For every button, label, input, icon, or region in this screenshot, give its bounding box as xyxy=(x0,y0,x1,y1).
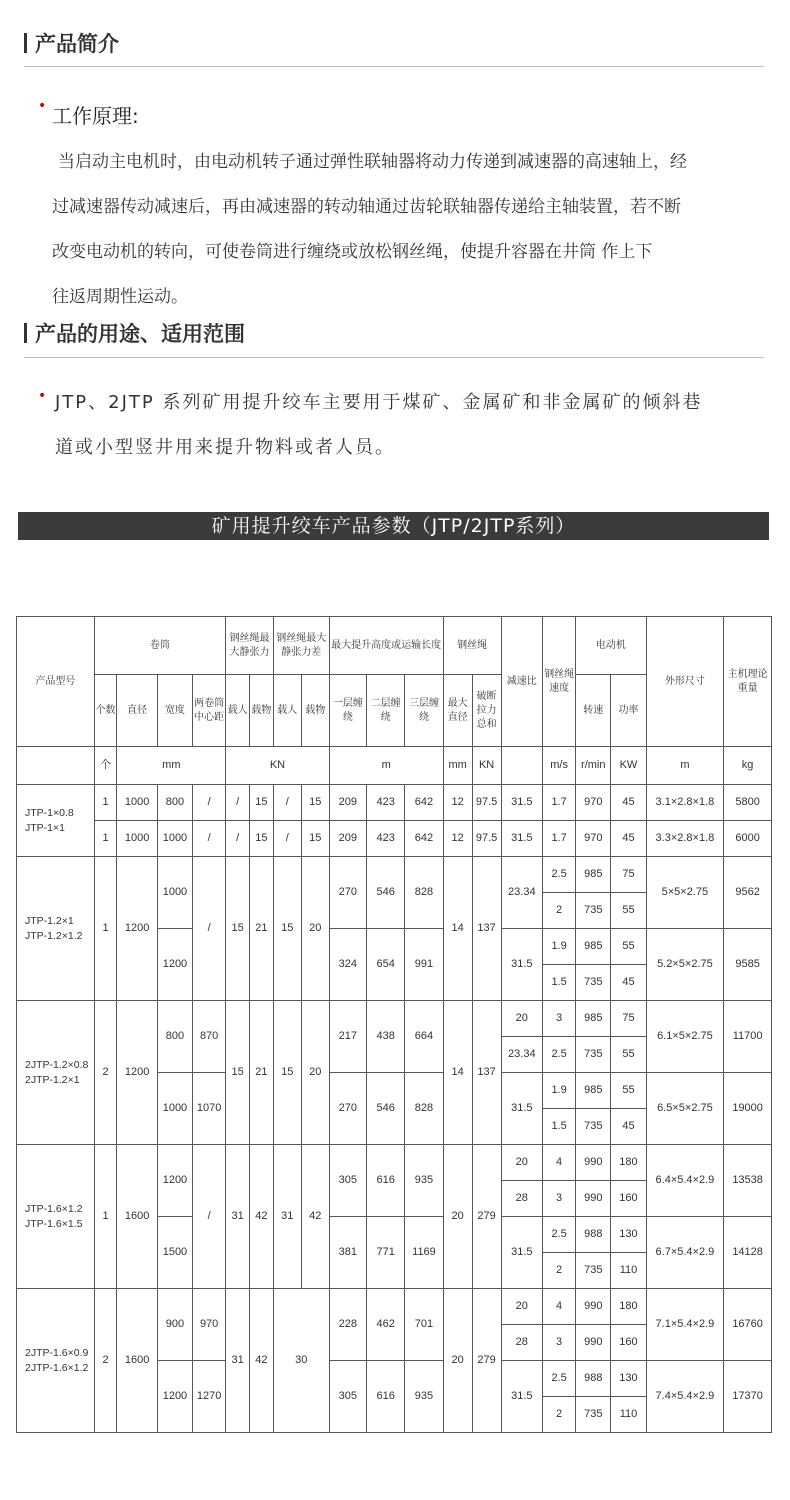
table-cell: 6.5×5×2.75 xyxy=(646,1073,724,1145)
header-rope-diff: 钢丝绳最大静张力差 xyxy=(273,617,329,675)
table-cell: 935 xyxy=(405,1145,443,1217)
table-cell: 1.5 xyxy=(543,965,576,1001)
table-cell: 15 xyxy=(226,857,250,1001)
table-cell: 20 xyxy=(443,1145,472,1289)
header-rope: 钢丝绳 xyxy=(443,617,501,675)
table-cell: 1600 xyxy=(117,1145,157,1289)
header-weight: 主机理论重量 xyxy=(724,617,772,747)
table-cell: 20 xyxy=(301,1001,329,1145)
table-cell: 130 xyxy=(611,1217,646,1253)
params-banner: 矿用提升绞车产品参数（JTP/2JTP系列） xyxy=(18,512,769,540)
table-cell: 990 xyxy=(576,1325,611,1361)
table-cell: 2 xyxy=(543,893,576,929)
heading-bar xyxy=(24,33,27,53)
table-cell: 771 xyxy=(367,1217,405,1289)
table-cell: 985 xyxy=(576,1001,611,1037)
header-rope-force: 破断拉力总和 xyxy=(472,675,501,747)
table-cell: 1169 xyxy=(405,1217,443,1289)
table-cell: 985 xyxy=(576,857,611,893)
paragraph-line: 过减速器传动减速后，再由减速器的转动轴通过齿轮联轴器传递给主轴装置，若不断 xyxy=(52,197,681,217)
header-speed: 钢丝绳速度 xyxy=(543,617,576,747)
heading-bar xyxy=(24,323,27,343)
unit-cell: KW xyxy=(611,747,646,785)
table-cell: 735 xyxy=(576,1037,611,1073)
header-rope-static: 钢丝绳最大静张力 xyxy=(226,617,274,675)
table-cell: 31 xyxy=(226,1145,250,1289)
table-cell: 31.5 xyxy=(501,1073,542,1145)
table-cell: 701 xyxy=(405,1289,443,1361)
table-cell: 1 xyxy=(94,1145,117,1289)
table-cell: 1200 xyxy=(117,857,157,1001)
table-cell: 735 xyxy=(576,1109,611,1145)
table-cell: 1200 xyxy=(157,929,192,1001)
table-cell: 2 xyxy=(543,1253,576,1289)
table-cell: 217 xyxy=(329,1001,366,1073)
header-person: 载人 xyxy=(226,675,250,747)
usage-paragraph xyxy=(55,380,775,470)
model-cell: JTP-1.2×1 JTP-1.2×1.2 xyxy=(17,857,95,1001)
table-cell: / xyxy=(273,785,301,821)
header-motor: 电动机 xyxy=(576,617,646,675)
table-cell: 4 xyxy=(543,1289,576,1325)
table-cell: 28 xyxy=(501,1181,542,1217)
model-cell: 2JTP-1.6×0.9 2JTP-1.6×1.2 xyxy=(17,1289,95,1433)
table-cell: 45 xyxy=(611,821,646,857)
table-cell: 1000 xyxy=(157,857,192,929)
table-row xyxy=(17,1145,772,1181)
table-cell: 15 xyxy=(250,821,274,857)
table-cell: 16760 xyxy=(724,1289,772,1361)
table-cell: 735 xyxy=(576,965,611,1001)
table-cell: 664 xyxy=(405,1001,443,1073)
table-cell: 15 xyxy=(226,1001,250,1145)
table-cell: 3.1×2.8×1.8 xyxy=(646,785,724,821)
table-cell: 1200 xyxy=(157,1361,192,1433)
unit-cell: mm xyxy=(117,747,226,785)
table-cell: 970 xyxy=(576,785,611,821)
table-cell: 324 xyxy=(329,929,366,1001)
table-cell: / xyxy=(193,857,226,1001)
divider xyxy=(24,66,764,67)
table-cell: 546 xyxy=(367,1073,405,1145)
table-cell: 1600 xyxy=(117,1289,157,1433)
table-cell: 279 xyxy=(472,1145,501,1289)
table-cell: 1000 xyxy=(117,785,157,821)
table-cell: 23.34 xyxy=(501,1037,542,1073)
table-cell: 985 xyxy=(576,1073,611,1109)
table-cell: 870 xyxy=(193,1001,226,1073)
table-row xyxy=(17,821,772,857)
table-cell: 31.5 xyxy=(501,821,542,857)
header-lift: 最大提升高度或运输长度 xyxy=(329,617,443,675)
table-cell: 110 xyxy=(611,1397,646,1433)
table-cell: 1 xyxy=(94,857,117,1001)
principle-paragraph xyxy=(52,140,772,320)
table-cell: 31.5 xyxy=(501,929,542,1001)
table-cell: 5.2×5×2.75 xyxy=(646,929,724,1001)
header-center: 两卷筒中心距 xyxy=(193,675,226,747)
paragraph-line: 道或小型竖井用来提升物料或者人员。 xyxy=(55,437,395,458)
paragraph-line: 往返周期性运动。 xyxy=(52,287,188,307)
table-cell: 270 xyxy=(329,1073,366,1145)
table-cell: 45 xyxy=(611,965,646,1001)
table-cell: 45 xyxy=(611,785,646,821)
table-cell: / xyxy=(226,821,250,857)
table-cell: 42 xyxy=(301,1145,329,1289)
table-cell: 12 xyxy=(443,821,472,857)
table-cell: 270 xyxy=(329,857,366,929)
table-cell: 900 xyxy=(157,1289,192,1361)
table-cell: 97.5 xyxy=(472,821,501,857)
table-cell: 6.7×5.4×2.9 xyxy=(646,1217,724,1289)
section-title: 产品简介 xyxy=(35,32,119,56)
table-cell: 735 xyxy=(576,1397,611,1433)
table-cell: 990 xyxy=(576,1145,611,1181)
unit-cell: m/s xyxy=(543,747,576,785)
table-cell: 160 xyxy=(611,1325,646,1361)
unit-cell: r/min xyxy=(576,747,611,785)
table-cell: 6000 xyxy=(724,821,772,857)
table-cell: 31.5 xyxy=(501,785,542,821)
table-cell: 137 xyxy=(472,1001,501,1145)
unit-cell: kg xyxy=(724,747,772,785)
unit-cell xyxy=(17,747,95,785)
table-cell: 15 xyxy=(301,821,329,857)
params-table xyxy=(16,616,772,1433)
table-cell: 800 xyxy=(157,785,192,821)
header-diameter: 直径 xyxy=(117,675,157,747)
table-cell: 6.1×5×2.75 xyxy=(646,1001,724,1073)
paragraph-line: JTP、2JTP 系列矿用提升绞车主要用于煤矿、金属矿和非金属矿的倾斜巷 xyxy=(55,392,703,413)
table-cell: 1270 xyxy=(193,1361,226,1433)
table-cell: 21 xyxy=(250,857,274,1001)
table-cell: 9562 xyxy=(724,857,772,929)
unit-cell: m xyxy=(329,747,443,785)
table-cell: / xyxy=(226,785,250,821)
table-cell: 616 xyxy=(367,1361,405,1433)
table-cell: 1000 xyxy=(157,1073,192,1145)
table-cell: 14128 xyxy=(724,1217,772,1289)
header-model: 产品型号 xyxy=(17,617,95,747)
table-cell: 990 xyxy=(576,1289,611,1325)
table-cell: 381 xyxy=(329,1217,366,1289)
table-cell: 2 xyxy=(543,1397,576,1433)
table-cell: 97.5 xyxy=(472,785,501,821)
table-cell: 1200 xyxy=(157,1145,192,1217)
table-cell: 970 xyxy=(193,1289,226,1361)
unit-cell: KN xyxy=(226,747,330,785)
table-cell: 15 xyxy=(301,785,329,821)
table-cell: 20 xyxy=(501,1289,542,1325)
table-cell: 4 xyxy=(543,1145,576,1181)
table-cell: 20 xyxy=(443,1289,472,1433)
table-cell: 3 xyxy=(543,1001,576,1037)
table-cell: 180 xyxy=(611,1145,646,1181)
table-cell: 279 xyxy=(472,1289,501,1433)
table-cell: 180 xyxy=(611,1289,646,1325)
unit-cell: m xyxy=(646,747,724,785)
table-cell: 1.9 xyxy=(543,1073,576,1109)
table-cell: 642 xyxy=(405,821,443,857)
model-cell: JTP-1×0.8 JTP-1×1 xyxy=(17,785,95,857)
table-cell: 988 xyxy=(576,1361,611,1397)
table-cell: 935 xyxy=(405,1361,443,1433)
table-cell: 228 xyxy=(329,1289,366,1361)
table-cell: 1070 xyxy=(193,1073,226,1145)
table-row xyxy=(17,1001,772,1037)
table-cell: / xyxy=(193,1145,226,1289)
header-person: 载人 xyxy=(273,675,301,747)
table-cell: / xyxy=(273,821,301,857)
table-cell: 137 xyxy=(472,857,501,1001)
table-cell: 2.5 xyxy=(543,1217,576,1253)
divider xyxy=(24,357,764,358)
table-cell: 110 xyxy=(611,1253,646,1289)
table-cell: 2.5 xyxy=(543,1037,576,1073)
table-cell: 21 xyxy=(250,1001,274,1145)
table-row xyxy=(17,1289,772,1325)
table-cell: 3.3×2.8×1.8 xyxy=(646,821,724,857)
table-cell: 2.5 xyxy=(543,857,576,893)
table-cell: 423 xyxy=(367,785,405,821)
table-cell: 1000 xyxy=(117,821,157,857)
table-cell: 75 xyxy=(611,857,646,893)
table-cell: 735 xyxy=(576,893,611,929)
table-cell: 3 xyxy=(543,1325,576,1361)
table-cell: 19000 xyxy=(724,1073,772,1145)
table-cell: 5800 xyxy=(724,785,772,821)
table-cell: 970 xyxy=(576,821,611,857)
header-layer1: 一层缠绕 xyxy=(329,675,366,747)
table-cell: 1.7 xyxy=(543,785,576,821)
table-cell: 15 xyxy=(273,1001,301,1145)
table-cell: 55 xyxy=(611,1073,646,1109)
table-cell: 462 xyxy=(367,1289,405,1361)
table-cell: 6.4×5.4×2.9 xyxy=(646,1145,724,1217)
table-cell: 985 xyxy=(576,929,611,965)
paragraph-line: 当启动主电机时，由电动机转子通过弹性联轴器将动力传递到减速器的高速轴上，经 xyxy=(58,152,687,172)
table-cell: 2 xyxy=(94,1001,117,1145)
table-cell: 31.5 xyxy=(501,1361,542,1433)
table-cell: 988 xyxy=(576,1217,611,1253)
table-cell: 7.4×5.4×2.9 xyxy=(646,1361,724,1433)
table-cell: 15 xyxy=(273,857,301,1001)
table-cell: 1 xyxy=(94,821,117,857)
paragraph-line: 改变电动机的转向，可使卷筒进行缠绕或放松钢丝绳，使提升容器在井筒 作上下 xyxy=(52,242,653,262)
table-cell: 55 xyxy=(611,929,646,965)
table-cell: 75 xyxy=(611,1001,646,1037)
model-cell: JTP-1.6×1.2 JTP-1.6×1.5 xyxy=(17,1145,95,1289)
table-cell: 3 xyxy=(543,1181,576,1217)
table-cell: 12 xyxy=(443,785,472,821)
table-cell: 160 xyxy=(611,1181,646,1217)
header-cargo: 载物 xyxy=(301,675,329,747)
table-cell: 20 xyxy=(501,1001,542,1037)
table-cell: 23.34 xyxy=(501,857,542,929)
header-layer2: 二层缠绕 xyxy=(367,675,405,747)
header-layer3: 三层缠绕 xyxy=(405,675,443,747)
table-cell: 616 xyxy=(367,1145,405,1217)
table-cell: 1200 xyxy=(117,1001,157,1145)
table-cell: 209 xyxy=(329,821,366,857)
table-cell: 17370 xyxy=(724,1361,772,1433)
unit-cell xyxy=(501,747,542,785)
table-cell: 438 xyxy=(367,1001,405,1073)
table-cell: 45 xyxy=(611,1109,646,1145)
header-rpm: 转速 xyxy=(576,675,611,747)
bullet-dot-icon: • xyxy=(38,98,47,114)
table-cell: 5×5×2.75 xyxy=(646,857,724,929)
table-cell: 20 xyxy=(301,857,329,1001)
table-cell: 305 xyxy=(329,1361,366,1433)
table-cell: 2 xyxy=(94,1289,117,1433)
table-cell: 55 xyxy=(611,893,646,929)
table-cell: 31 xyxy=(273,1145,301,1289)
table-cell: 800 xyxy=(157,1001,192,1073)
table-cell: 28 xyxy=(501,1325,542,1361)
table-cell: 13538 xyxy=(724,1145,772,1217)
table-cell: 991 xyxy=(405,929,443,1001)
unit-cell: mm xyxy=(443,747,472,785)
bullet-dot-icon: • xyxy=(38,388,47,404)
table-cell: 9585 xyxy=(724,929,772,1001)
table-cell: 42 xyxy=(250,1289,274,1433)
table-cell: 42 xyxy=(250,1145,274,1289)
table-cell: 15 xyxy=(250,785,274,821)
table-cell: 20 xyxy=(501,1145,542,1181)
table-cell: 1.5 xyxy=(543,1109,576,1145)
section-heading-intro xyxy=(24,28,119,58)
table-cell: 31 xyxy=(226,1289,250,1433)
table-cell: 990 xyxy=(576,1181,611,1217)
header-cargo: 载物 xyxy=(250,675,274,747)
section-heading-usage xyxy=(24,318,245,348)
table-cell: 14 xyxy=(443,1001,472,1145)
header-dims: 外形尺寸 xyxy=(646,617,724,747)
table-cell: 31.5 xyxy=(501,1217,542,1289)
header-width: 宽度 xyxy=(157,675,192,747)
header-rope-dia: 最大直径 xyxy=(443,675,472,747)
table-cell: 11700 xyxy=(724,1001,772,1073)
unit-cell: KN xyxy=(472,747,501,785)
table-row xyxy=(17,785,772,821)
table-cell: 1 xyxy=(94,785,117,821)
table-cell: 654 xyxy=(367,929,405,1001)
table-cell: 828 xyxy=(405,857,443,929)
table-cell: 2.5 xyxy=(543,1361,576,1397)
header-count: 个数 xyxy=(94,675,117,747)
table-cell: 735 xyxy=(576,1253,611,1289)
section-title: 产品的用途、适用范围 xyxy=(35,322,245,346)
table-row xyxy=(17,857,772,893)
model-cell: 2JTP-1.2×0.8 2JTP-1.2×1 xyxy=(17,1001,95,1145)
table-cell: 423 xyxy=(367,821,405,857)
table-cell: 828 xyxy=(405,1073,443,1145)
table-cell: 14 xyxy=(443,857,472,1001)
table-cell: 130 xyxy=(611,1361,646,1397)
header-ratio: 减速比 xyxy=(501,617,542,747)
table-cell: 30 xyxy=(273,1289,329,1433)
table-cell: 7.1×5.4×2.9 xyxy=(646,1289,724,1361)
table-cell: 305 xyxy=(329,1145,366,1217)
unit-cell: 个 xyxy=(94,747,117,785)
table-cell: 55 xyxy=(611,1037,646,1073)
table-cell: / xyxy=(193,785,226,821)
table-cell: 1000 xyxy=(157,821,192,857)
header-drum: 卷筒 xyxy=(94,617,226,675)
table-cell: / xyxy=(193,821,226,857)
header-power: 功率 xyxy=(611,675,646,747)
table-cell: 642 xyxy=(405,785,443,821)
table-cell: 1.7 xyxy=(543,821,576,857)
table-cell: 209 xyxy=(329,785,366,821)
principle-heading: 工作原理: xyxy=(52,104,139,128)
table-cell: 1500 xyxy=(157,1217,192,1289)
table-cell: 546 xyxy=(367,857,405,929)
table-cell: 1.9 xyxy=(543,929,576,965)
